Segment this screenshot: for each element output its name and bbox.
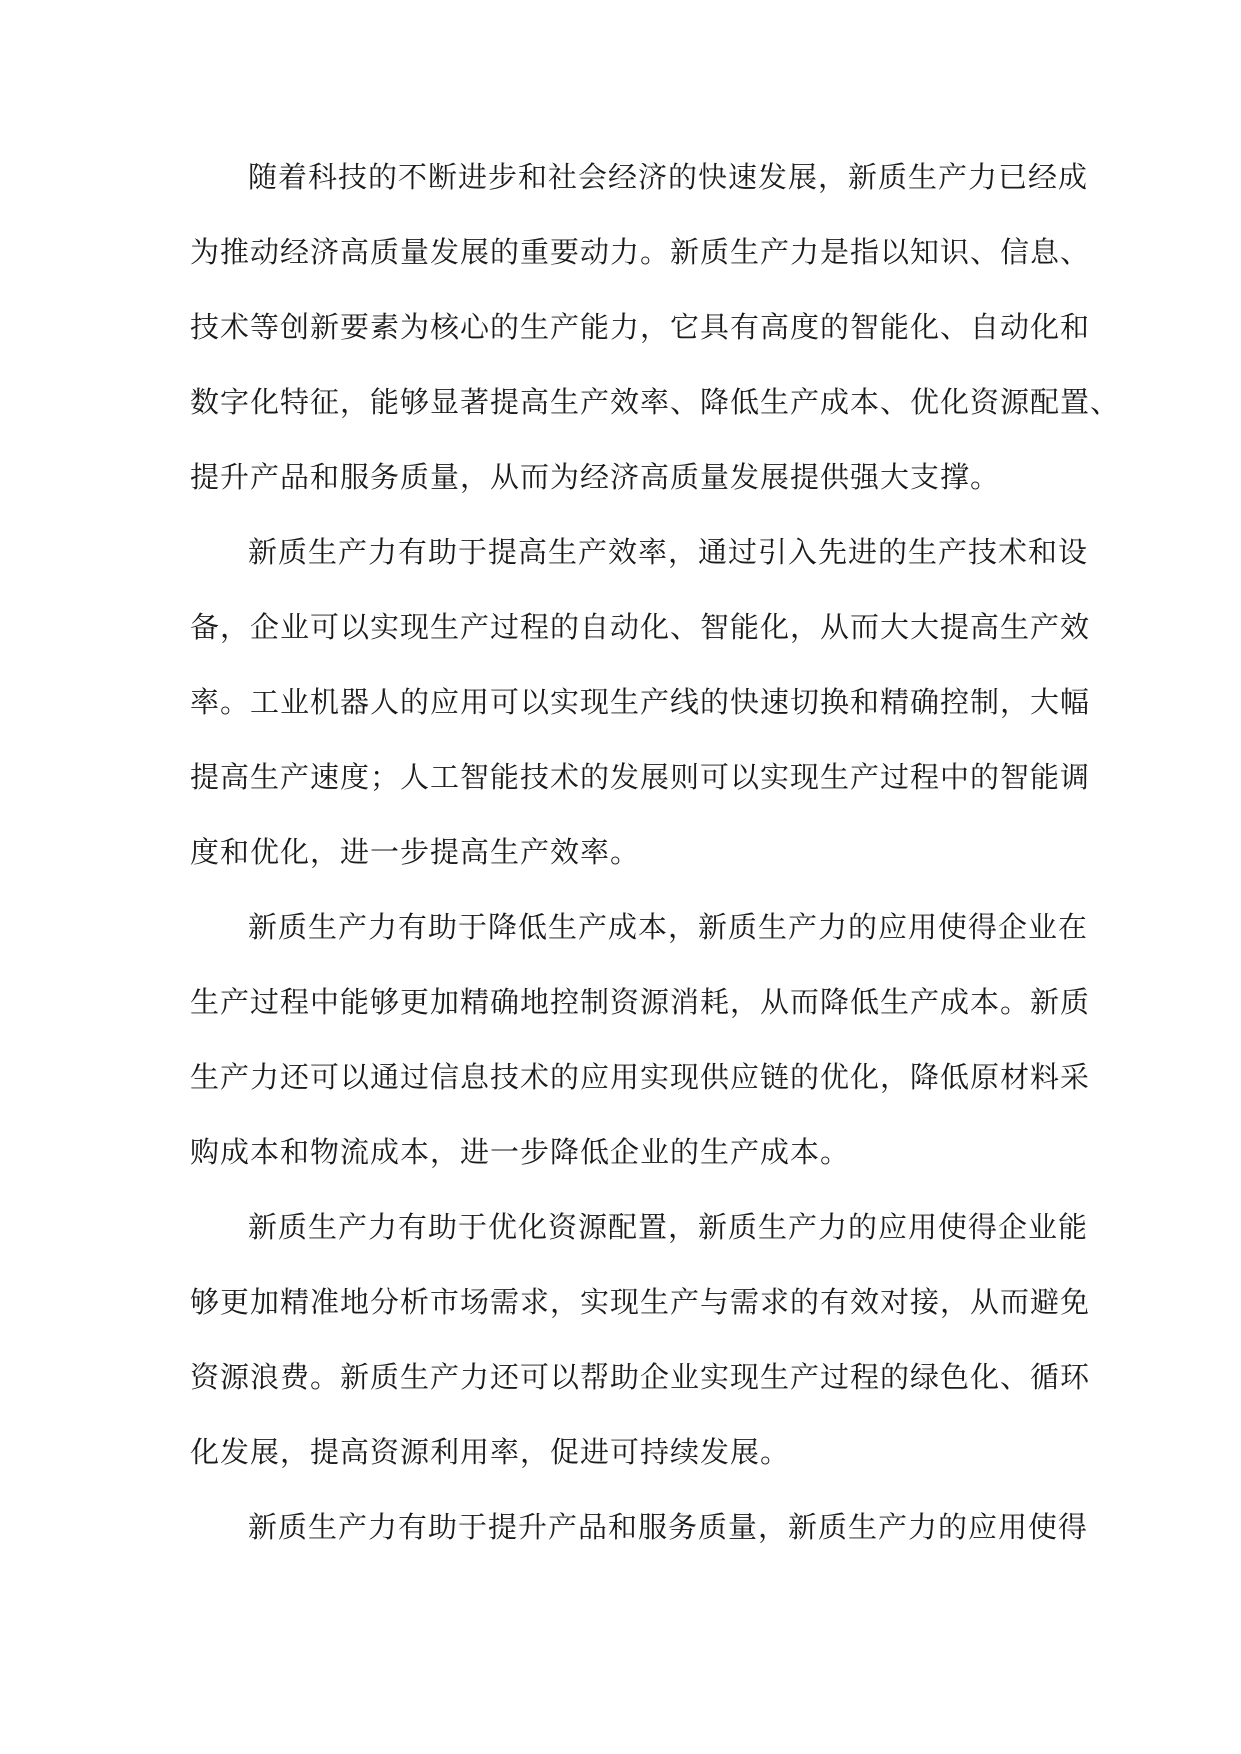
text-line: 新质生产力有助于提高生产效率，通过引入先进的生产技术和设 — [248, 535, 1089, 569]
paragraph — [190, 1190, 1091, 1490]
text-line: 新质生产力有助于提升产品和服务质量，新质生产力的应用使得 — [248, 1510, 1089, 1544]
text-line: 提升产品和服务质量，从而为经济高质量发展提供强大支撑。 — [190, 460, 1001, 494]
text-line: 随着科技的不断进步和社会经济的快速发展，新质生产力已经成 — [248, 160, 1089, 194]
text-line: 技术等创新要素为核心的生产能力，它具有高度的智能化、自动化和 — [190, 310, 1091, 344]
text-line: 新质生产力有助于降低生产成本，新质生产力的应用使得企业在 — [248, 910, 1089, 944]
text-line: 为推动经济高质量发展的重要动力。新质生产力是指以知识、信息、 — [190, 235, 1091, 269]
text-line: 率。工业机器人的应用可以实现生产线的快速切换和精确控制，大幅 — [190, 685, 1091, 719]
text-line: 备，企业可以实现生产过程的自动化、智能化，从而大大提高生产效 — [190, 610, 1091, 644]
paragraph — [190, 890, 1091, 1190]
paragraph — [190, 1490, 1089, 1565]
text-line: 数字化特征，能够显著提高生产效率、降低生产成本、优化资源配置、 — [190, 385, 1121, 419]
text-line: 生产力还可以通过信息技术的应用实现供应链的优化，降低原材料采 — [190, 1060, 1091, 1094]
document-body — [190, 140, 1121, 1565]
text-line: 度和优化，进一步提高生产效率。 — [190, 835, 641, 869]
text-line: 够更加精准地分析市场需求，实现生产与需求的有效对接，从而避免 — [190, 1285, 1091, 1319]
text-line: 资源浪费。新质生产力还可以帮助企业实现生产过程的绿色化、循环 — [190, 1360, 1091, 1394]
text-line: 化发展，提高资源利用率，促进可持续发展。 — [190, 1435, 791, 1469]
paragraph — [190, 140, 1121, 515]
text-line: 购成本和物流成本，进一步降低企业的生产成本。 — [190, 1135, 851, 1169]
text-line: 新质生产力有助于优化资源配置，新质生产力的应用使得企业能 — [248, 1210, 1089, 1244]
paragraph — [190, 515, 1091, 890]
text-line: 生产过程中能够更加精确地控制资源消耗，从而降低生产成本。新质 — [190, 985, 1091, 1019]
text-line: 提高生产速度；人工智能技术的发展则可以实现生产过程中的智能调 — [190, 760, 1091, 794]
